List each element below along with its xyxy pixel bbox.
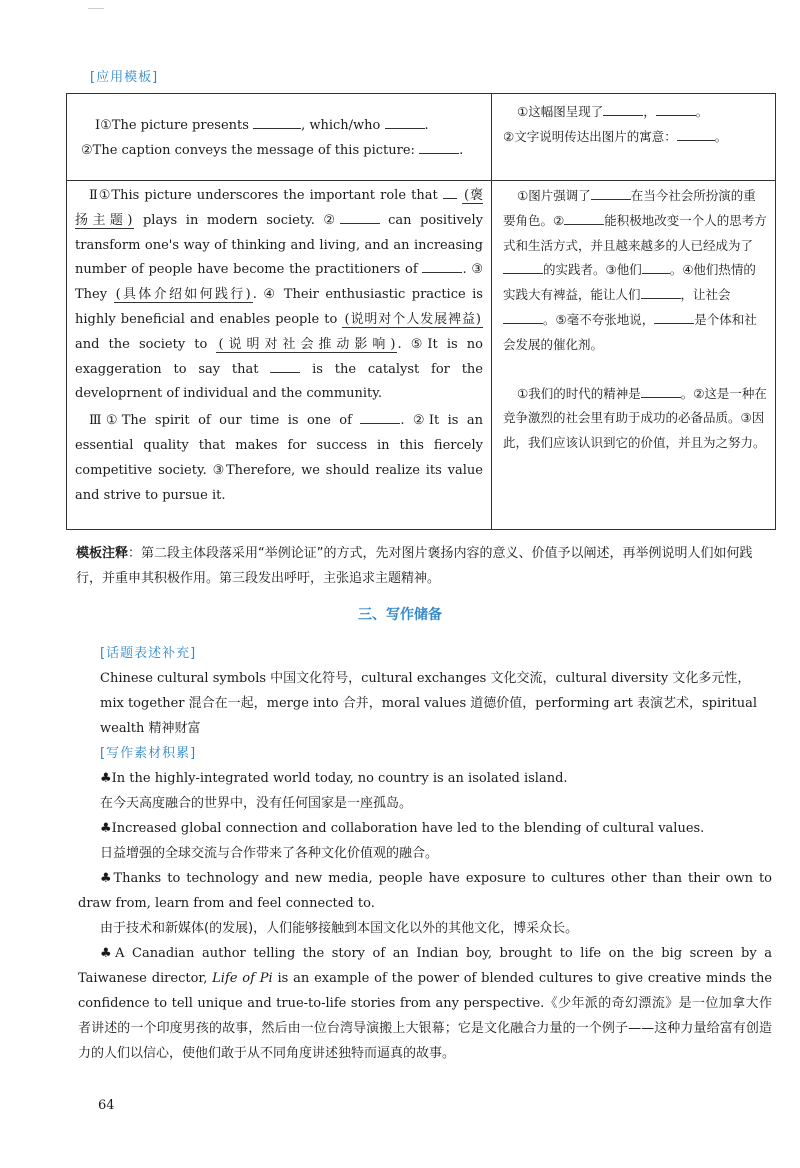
row2-en-para2 (75, 184, 483, 407)
text: 。④他们热情的实践大有裨益，能让人们 (503, 262, 756, 303)
row1-en-line2 (81, 139, 481, 164)
blank (656, 102, 696, 116)
note-label: 模板注释 (76, 546, 129, 561)
row1-zh-line2 (503, 125, 765, 150)
text: . ②It is an essential quality that makes for success in this fiercely competitive society. ③Therefore, we should realize its value and strive to pursue it. (75, 413, 483, 503)
club-icon: ♣ (100, 871, 114, 886)
text: plays in modern society. ② (142, 212, 340, 228)
underlined-hint: (说明对个人发展裨益) (344, 311, 481, 327)
book-title: Life of Pi (212, 971, 273, 986)
text: In the highly-integrated world today, no country is an isolated island. (111, 771, 568, 786)
text: ①我们的时代的精神是 (517, 385, 641, 401)
text: . ⑤It is no exaggeration to say that (75, 336, 483, 377)
material-item-2-zh: 日益增强的全球交流与合作带来了各种文化价值观的融合。 (100, 846, 439, 861)
note-text: ：第二段主体段落采用“举例论证”的方式，先对图片褒扬内容的意义、价值予以阐述，再举例说明人们如何践行，并重申其积极作用。第三段发出呼吁，主张追求主题精神。 (76, 546, 753, 586)
blank (654, 310, 694, 324)
row1-en-line1 (81, 114, 481, 139)
text: and the society to (75, 336, 208, 352)
blank (677, 127, 715, 141)
text: can positively transform one's way of thinking and living, and an increasing number of people have become the practitioners of (75, 212, 483, 278)
blank (642, 260, 670, 274)
underlined-hint: (褒扬主题) (75, 188, 483, 228)
text: A Canadian author telling the story of an Indian boy, brought to life on the big screen by a Taiwanese director, (78, 946, 773, 986)
topic-header: [话题表述补充] (100, 646, 197, 661)
row2-zh-para3 (503, 382, 767, 456)
material-item-4 (78, 941, 772, 1066)
text: 。⑤毫不夸张地说， (543, 311, 655, 327)
row1-chinese-cell (503, 100, 765, 150)
blank (422, 259, 462, 273)
text: ， (643, 104, 656, 119)
material-item-2-en (100, 816, 772, 841)
text: . ④ Their enthusiastic practice is highly beneficial and enables people to (75, 287, 483, 327)
template-note (76, 541, 776, 591)
text: ，让社会 (680, 287, 731, 303)
blank (503, 310, 543, 324)
text: . (424, 118, 429, 133)
blank (360, 410, 400, 424)
template-table (66, 93, 776, 530)
material-item-1-zh: 在今天高度融合的世界中，没有任何国家是一座孤岛。 (100, 796, 413, 811)
text: . ③ They (75, 262, 484, 303)
material-item-3-en (78, 866, 772, 916)
blank (270, 359, 300, 373)
topic-text: Chinese cultural symbols 中国文化符号，cultural exchanges 文化交流，cultural diversity 文化多元性，mix together 混合在一起，merge into 合并，moral values 道德价值，performing art 表演艺术，spiritual wealth 精神财富 (100, 671, 758, 736)
table-divider-horizontal (67, 180, 775, 181)
page-number: 64 (98, 1098, 115, 1113)
text: ②The caption conveys the message of this picture: (81, 142, 415, 158)
text: 《少年派的奇幻漂流》是一位加拿大作者讲述的一个印度男孩的故事，然后由一位台湾导演搬上大银幕；它是文化融合力量的一个例子——这种力量给富有创造力的人们以信心，使他们敢于从不同角度讲述独特而逼真的故事。 (78, 996, 772, 1061)
club-icon: ♣ (100, 946, 116, 961)
row2-zh-para2 (503, 184, 767, 358)
material-item-1-en (100, 766, 772, 791)
blank (253, 115, 301, 129)
text: ①这幅图呈现了 (517, 104, 604, 119)
table-divider-vertical (491, 94, 492, 529)
text: ①图片强调了 (517, 188, 591, 203)
text: 是个体和社会发展的催化剂。 (503, 311, 757, 352)
materials-header: [写作素材积累] (100, 746, 197, 761)
text: Ⅱ①This picture underscores the important role that (89, 188, 438, 203)
text: Increased global connection and collaboration have led to the blending of cultural values. (111, 821, 705, 836)
club-icon: ♣ (100, 771, 112, 786)
blank (641, 384, 681, 398)
blank (564, 211, 604, 225)
template-header: [应用模板] (90, 70, 159, 85)
row1-english-cell (81, 114, 481, 164)
blank (591, 186, 631, 200)
row2-chinese-cell (503, 184, 767, 456)
blank (385, 115, 425, 129)
text: 。 (714, 128, 728, 144)
text: Ⅰ①The picture presents (95, 118, 249, 133)
text: 的实践者。③他们 (543, 262, 642, 278)
blank (419, 140, 459, 154)
club-icon: ♣ (100, 821, 112, 836)
materials-list (78, 766, 773, 1066)
text: 在当今社会所扮演的重要角色。② (503, 188, 756, 228)
blank (443, 185, 457, 199)
text: ②文字说明传达出图片的寓意： (503, 128, 677, 144)
material-item-3-zh: 由于技术和新媒体(的发展)，人们能够接触到本国文化以外的其他文化，博采众长。 (100, 921, 579, 936)
text: is the catalyst for the developrnent of individual and the community. (75, 361, 483, 402)
text: 能积极地改变一个人的思考方式和生活方式，并且越来越多的人已经成为了 (503, 212, 767, 253)
text: Thanks to technology and new media, people have exposure to cultures other than their own to draw from, learn from and feel connected to. (78, 871, 772, 911)
underlined-hint: (具体介绍如何践行) (115, 287, 251, 303)
blank (641, 285, 681, 299)
row2-english-cell (75, 184, 483, 508)
text: 。②这是一种在竞争激烈的社会里有助于成功的必备品质。③因此，我们应该认识到它的价值，并且为之努力。 (503, 385, 767, 451)
underlined-hint: (说明对社会推动影响) (218, 336, 396, 352)
text: Ⅲ①The spirit of our time is one of (89, 413, 352, 429)
text: 。 (695, 104, 709, 119)
section-title: 三、写作储备 (358, 607, 442, 623)
text: . (459, 142, 464, 158)
row1-zh-line1 (503, 100, 765, 125)
row2-en-para3 (75, 409, 483, 508)
blank (340, 210, 380, 224)
blank (503, 260, 543, 274)
text: is an example of the power of blended cultures to give creative minds the confidence to tell unique and true-to-life stories from any perspective. (78, 971, 773, 1011)
top-edge-mark (88, 8, 104, 9)
blank (603, 102, 643, 116)
text: , which/who (301, 118, 381, 133)
